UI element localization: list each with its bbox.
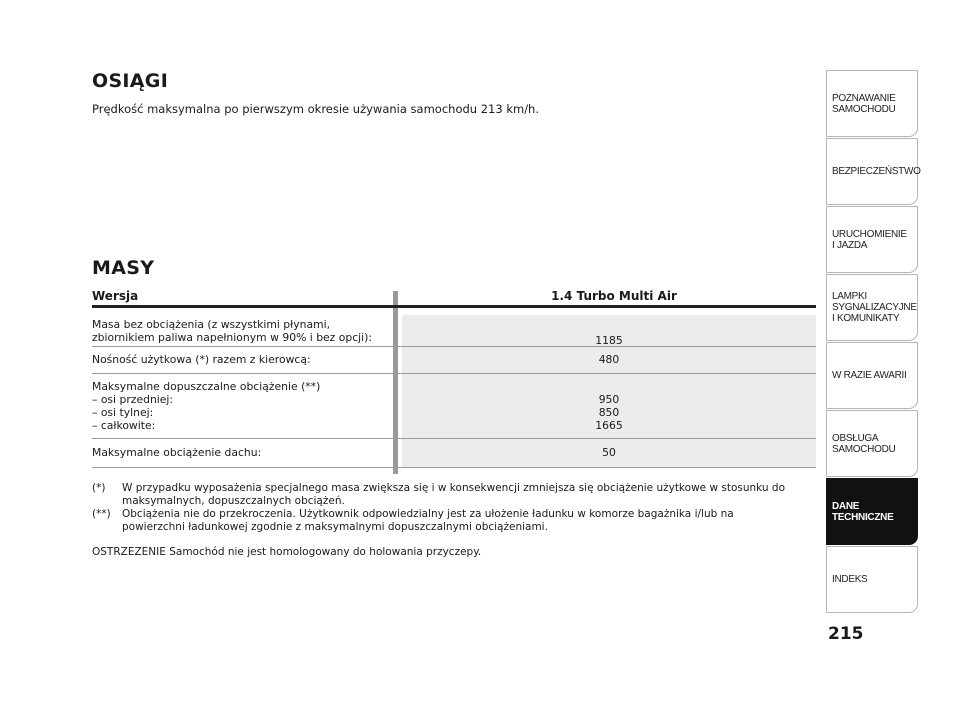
- tab-indeks[interactable]: INDEKS: [826, 546, 918, 613]
- row-label: Nośność użytkowa (*) razem z kierowcą:: [92, 353, 311, 366]
- performance-title: OSIĄGI: [92, 70, 169, 92]
- tab-bezpieczenstwo[interactable]: BEZPIECZEŃSTWO: [826, 138, 918, 205]
- table-row: [92, 439, 816, 468]
- row-value: 50: [602, 446, 616, 459]
- footnote-text: Obciążenia nie do przekroczenia. Użytkownik odpowiedzialny jest za ułożenie ładunku w komorze bagażnika i/lub na powierzchni ładunkowej zgodnie z maksymalnymi dopuszczalnymi obciążeniami.: [122, 508, 734, 533]
- footnote: [92, 482, 792, 508]
- tab-uruchomienie-i-jazda[interactable]: URUCHOMIENIE I JAZDA: [826, 206, 918, 273]
- row-label: Maksymalne dopuszczalne obciążenie (**) – osi przedniej: – osi tylnej: – całkowite:: [92, 380, 321, 432]
- footnote: [92, 508, 792, 534]
- table-row: [92, 308, 816, 347]
- table-header: [92, 287, 816, 308]
- masses-title: MASY: [92, 257, 155, 279]
- page-number: 215: [828, 624, 864, 644]
- footnote-mark: (*): [92, 482, 106, 494]
- tab-w-razie-awarii[interactable]: W RAZIE AWARII: [826, 342, 918, 409]
- tab-poznawanie-samochodu[interactable]: POZNAWANIE SAMOCHODU: [826, 70, 918, 137]
- masses-table: [92, 287, 816, 468]
- chapter-tabs: [826, 70, 921, 614]
- tab-lampki-sygnalizacyjne[interactable]: LAMPKI SYGNALIZACYJNE I KOMUNIKATY: [826, 274, 918, 341]
- tab-obsluga-samochodu[interactable]: OBSŁUGA SAMOCHODU: [826, 410, 918, 477]
- header-version: Wersja: [92, 289, 139, 303]
- row-label: Maksymalne obciążenie dachu:: [92, 446, 262, 459]
- max-speed-text: Prędkość maksymalna po pierwszym okresie używania samochodu 213 km/h.: [92, 102, 540, 116]
- header-model: 1.4 Turbo Multi Air: [551, 289, 677, 303]
- row-value: 480: [598, 353, 620, 366]
- footnotes: [92, 482, 792, 534]
- row-label: Masa bez obciążenia (z wszystkimi płynami, zbiornikiem paliwa napełnionym w 90% i bez opcji):: [92, 318, 373, 344]
- row-value: 1185: [595, 334, 623, 347]
- footnote-text: W przypadku wyposażenia specjalnego masa zwiększa się i w konsekwencji zmniejsza się obciążenie użytkowe w stosunku do maksymalnych, dopuszczalnych obciążeń.: [122, 482, 786, 507]
- table-row: [92, 374, 816, 439]
- row-value: 950 850 1665: [595, 393, 623, 432]
- footnote-mark: (**): [92, 508, 111, 520]
- tab-dane-techniczne[interactable]: DANE TECHNICZNE: [826, 478, 918, 545]
- table-row: [92, 347, 816, 374]
- warning-text: OSTRZEZENIE Samochód nie jest homologowany do holowania przyczepy.: [92, 546, 482, 558]
